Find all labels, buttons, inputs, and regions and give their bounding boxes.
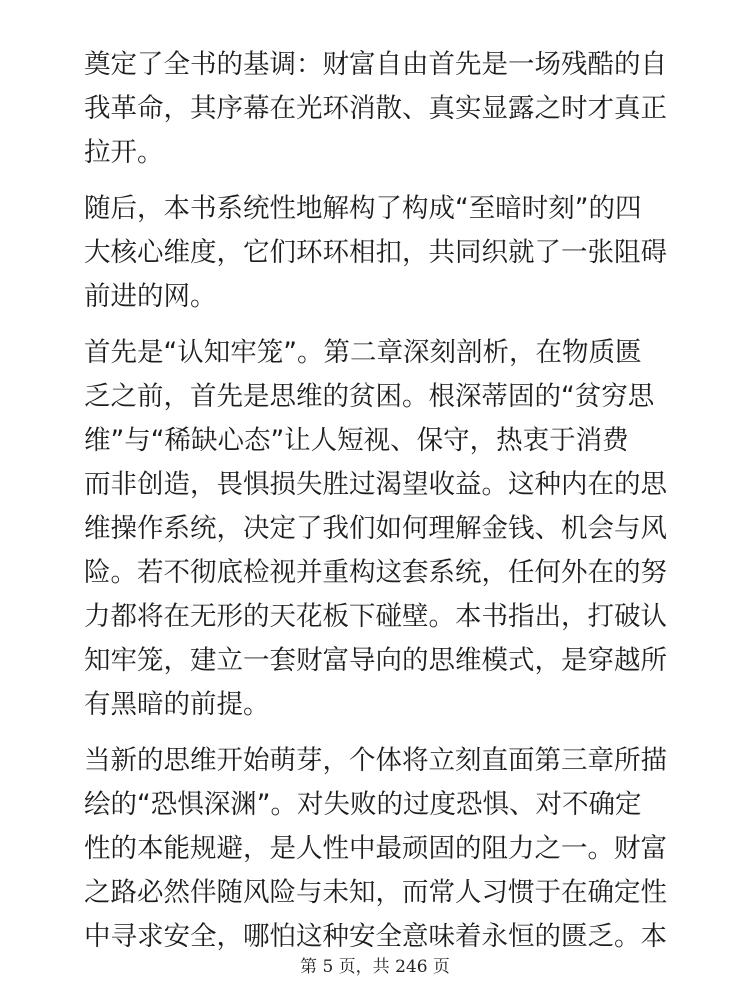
text-line: 中寻求安全，哪怕这种安全意味着永恒的匮乏。本	[84, 921, 667, 952]
text-line: 力都将在无形的天花板下碰壁。本书指出，打破认	[84, 601, 667, 632]
text-line: 有黑暗的前提。	[84, 689, 270, 720]
text-line: 维操作系统，决定了我们如何理解金钱、机会与风	[84, 513, 667, 544]
text-line: 前进的网。	[84, 281, 217, 312]
text-line: 而非创造，畏惧损失胜过渴望收益。这种内在的思	[84, 469, 667, 500]
paragraph	[84, 43, 674, 175]
text-line: 之路必然伴随风险与未知，而常人习惯于在确定性	[84, 877, 667, 908]
text-line: 当新的思维开始萌芽，个体将立刻直面第三章所描	[84, 745, 667, 776]
text-line: 大核心维度，它们环环相扣，共同织就了一张阻碍	[84, 237, 667, 268]
text-line: 乏之前，首先是思维的贫困。根深蒂固的“贫穷思	[84, 381, 655, 412]
text-line: 奠定了全书的基调：财富自由首先是一场残酷的自	[84, 49, 667, 80]
text-line: 拉开。	[84, 137, 164, 168]
paragraph	[84, 331, 674, 727]
text-line: 首先是“认知牢笼”。第二章深刻剖析，在物质匮	[84, 337, 642, 368]
page-number: 第 5 页，共 246 页	[300, 957, 450, 977]
text-line: 知牢笼，建立一套财富导向的思维模式，是穿越所	[84, 645, 667, 676]
text-line: 随后，本书系统性地解构了构成“至暗时刻”的四	[84, 193, 642, 224]
text-line: 我革命，其序幕在光环消散、真实显露之时才真正	[84, 93, 667, 124]
text-line: 绘的“恐惧深渊”。对失败的过度恐惧、对不确定	[84, 789, 642, 820]
body-text	[84, 43, 674, 971]
paragraph	[84, 739, 674, 959]
text-line: 维”与“稀缺心态”让人短视、保守，热衷于消费	[84, 425, 629, 456]
text-line: 性的本能规避，是人性中最顽固的阻力之一。财富	[84, 833, 667, 864]
paragraph	[84, 187, 674, 319]
text-line: 险。若不彻底检视并重构这套系统，任何外在的努	[84, 557, 667, 588]
